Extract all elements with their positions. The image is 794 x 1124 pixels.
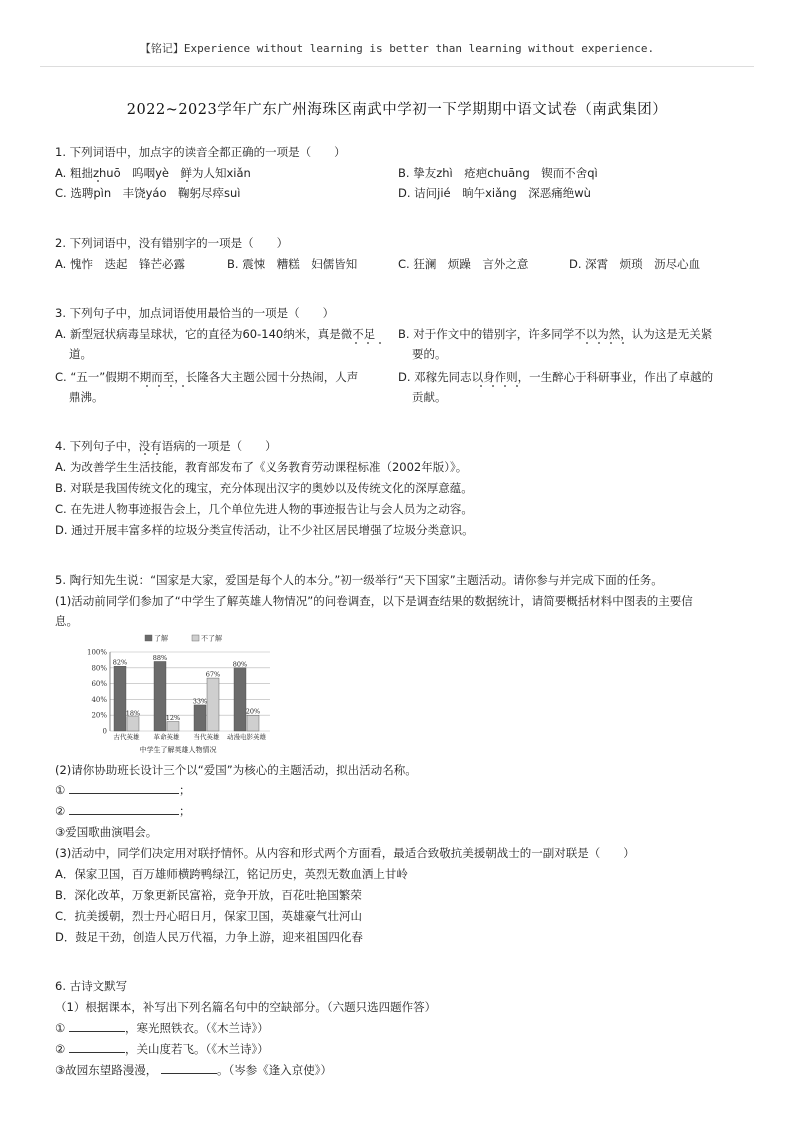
q3-option-a-cont: 道。 [69, 347, 92, 361]
q3-option-c-cont: 鼎沸。 [69, 390, 104, 404]
q1-option-b[interactable]: B. 挚友zhì 疮疤chuāng 锲而不舍qì [398, 166, 598, 180]
legend-swatch [192, 635, 199, 641]
y-tick-label: 80% [91, 664, 107, 673]
q6-blank-3[interactable] [161, 1062, 217, 1074]
q5-blank-2[interactable]: ② ； [55, 804, 191, 818]
page-header-motto: 【铭记】Experience without learning is better than learning without experience. [139, 42, 655, 55]
q5-part1-cont: 息。 [55, 614, 78, 628]
q6-line-1 [55, 1020, 269, 1036]
x-tick-label: 古代英雄 [113, 733, 140, 741]
data-label: 82% [112, 658, 128, 667]
q3-option-c[interactable]: C. “五一”假期不期而至，长隆各大主题公园十分热闹，人声 [55, 370, 359, 384]
q3-option-a[interactable]: A. 新型冠状病毒呈球状，它的直径为60-140纳米，真是微不足 [55, 327, 376, 341]
q2-stem: 2. 下列词语中，没有错别字的一项是（ ） [55, 236, 289, 250]
q4-option-d[interactable]: D. 通过开展丰富多样的垃圾分类宣传活动，让不少社区居民增强了垃圾分类意识。 [55, 523, 474, 537]
q5-option-a[interactable]: A．保家卫国，百万雄师横跨鸭绿江，铭记历史，英烈无数血洒上甘岭 [55, 867, 408, 881]
q5-option-c[interactable]: C．抗美援朝，烈士丹心昭日月，保家卫国，英雄豪气壮河山 [55, 909, 363, 923]
blank-1-label: ① [55, 783, 66, 797]
data-label: 88% [152, 653, 168, 662]
q1-option-d[interactable]: D. 诘问jié 晌午xiǎng 深恶痛绝wù [398, 186, 591, 200]
bar-dontknow [247, 715, 259, 731]
q5-stem: 5. 陶行知先生说：“国家是大家，爱国是每个人的本分。”初一级举行“天下国家”主题活动。请你参与并完成下面的任务。 [55, 573, 663, 587]
q6-line-2-num: ② [55, 1042, 66, 1056]
q6-line-3-text-b: 。（岑参《逢入京使》） [216, 1063, 332, 1077]
data-label: 20% [245, 707, 261, 716]
bar-dontknow [167, 722, 179, 731]
x-tick-label: 动漫电影英雄 [227, 733, 266, 741]
data-label: 18% [125, 709, 141, 718]
q4-option-a[interactable]: A. 为改善学生生活技能，教育部发布了《义务教育劳动课程标准（2002年版）》。 [55, 460, 468, 474]
legend-label: 不了解 [201, 634, 222, 643]
x-tick-label: 当代英雄 [193, 733, 220, 741]
q6-blank-2[interactable] [69, 1041, 125, 1053]
q6-instruction: （1）根据课本，补写出下列名篇名句中的空缺部分。（六题只选四题作答） [55, 1000, 437, 1014]
y-tick-label: 20% [91, 711, 107, 720]
legend-label: 了解 [154, 634, 168, 643]
q6-blank-1[interactable] [69, 1020, 125, 1032]
q3-stem: 3. 下列句子中，加点词语使用最恰当的一项是（ ） [55, 306, 335, 320]
q3-option-d-cont: 贡献。 [412, 390, 447, 404]
q5-part2: (2)请你协助班长设计三个以“爱国”为核心的主题活动，拟出活动名称。 [55, 763, 417, 777]
q5-option-d[interactable]: D．鼓足干劲，创造人民万代福，力争上游，迎来祖国四化春 [55, 930, 363, 944]
q4-stem: 4. 下列句子中，没有语病的一项是（ ） [55, 439, 277, 453]
data-label: 67% [205, 670, 221, 679]
blank-2-line[interactable] [69, 803, 179, 815]
q6-stem: 6. 古诗文默写 [55, 979, 128, 993]
y-tick-label: 100% [86, 648, 107, 657]
q2-option-c[interactable]: C. 狂澜 烦躁 言外之意 [398, 257, 529, 271]
q1-stem: 1. 下列词语中，加点字的读音全都正确的一项是（ ） [55, 145, 346, 159]
q5-blank-1[interactable]: ① ； [55, 783, 191, 797]
q3-option-b[interactable]: B. 对于作文中的错别字，许多同学不以为然，认为这是无关紧 [398, 327, 713, 341]
bar-know [234, 668, 246, 731]
exam-title: 2022~2023学年广东广州海珠区南武中学初一下学期期中语文试卷（南武集团） [126, 102, 668, 118]
q4-option-c[interactable]: C. 在先进人物事迹报告会上，几个单位先进人物的事迹报告让与会人员为之动容。 [55, 502, 473, 516]
q6-line-3 [55, 1062, 332, 1078]
q5-part1: (1)活动前同学们参加了“中学生了解英雄人物情况”的问卷调查，以下是调查结果的数据统计，请简要概括材料中图表的主要信 [55, 594, 693, 608]
legend-swatch [145, 635, 152, 641]
q5-option-b[interactable]: B．深化改革，万象更新民富裕，竞争开放，百花吐艳国繁荣 [55, 888, 362, 902]
q1-option-c[interactable]: C. 选聘pìn 丰饶yáo 鞠躬尽瘁suì [55, 186, 241, 200]
q6-line-2-text: ，关山度若飞。（《木兰诗》） [124, 1042, 269, 1056]
blank-2-label: ② [55, 804, 66, 818]
y-tick-label: 40% [91, 695, 107, 704]
bar-know [154, 661, 166, 731]
q1-option-a[interactable]: A. 粗拙zhuō 呜咽yè 鲜为人知xiǎn [55, 166, 251, 180]
q5-item-3: ③爱国歌曲演唱会。 [55, 825, 158, 839]
data-label: 80% [232, 660, 248, 669]
q3-option-b-cont: 要的。 [412, 347, 447, 361]
data-label: 12% [165, 714, 181, 723]
bar-dontknow [207, 678, 219, 731]
bar-dontknow [127, 717, 139, 731]
q2-option-b[interactable]: B. 震悚 糟糕 妇儒皆知 [227, 257, 358, 271]
chart-title: 中学生了解英雄人物情况 [139, 746, 217, 754]
q4-option-b[interactable]: B. 对联是我国传统文化的瑰宝，充分体现出汉字的奥妙以及传统文化的深厚意蕴。 [55, 481, 473, 495]
q6-line-1-text: ，寒光照铁衣。（《木兰诗》） [124, 1021, 269, 1035]
q2-option-a[interactable]: A. 愧怍 迭起 锋芒必露 [55, 257, 185, 271]
q6-line-2 [55, 1041, 269, 1057]
data-label: 33% [192, 697, 208, 706]
bar-know [194, 705, 206, 731]
q6-line-1-num: ① [55, 1021, 66, 1035]
bar-know [114, 666, 126, 731]
blank-1-line[interactable] [69, 782, 179, 794]
y-tick-label: 0 [102, 727, 107, 736]
y-tick-label: 60% [91, 680, 107, 689]
q6-line-3-text-a: ③故园东望路漫漫， [55, 1063, 158, 1077]
x-tick-label: 革命英雄 [153, 733, 180, 741]
q5-part3: (3)活动中，同学们决定用对联抒情怀。从内容和形式两个方面看，最适合致敬抗美援朝战士的一副对联是（ ） [55, 846, 635, 860]
hero-survey-chart [78, 630, 278, 758]
q3-option-d[interactable]: D. 邓稼先同志以身作则，一生醉心于科研事业，作出了卓越的 [398, 370, 714, 384]
q2-option-d[interactable]: D. 深霄 烦琐 沥尽心血 [569, 257, 701, 271]
